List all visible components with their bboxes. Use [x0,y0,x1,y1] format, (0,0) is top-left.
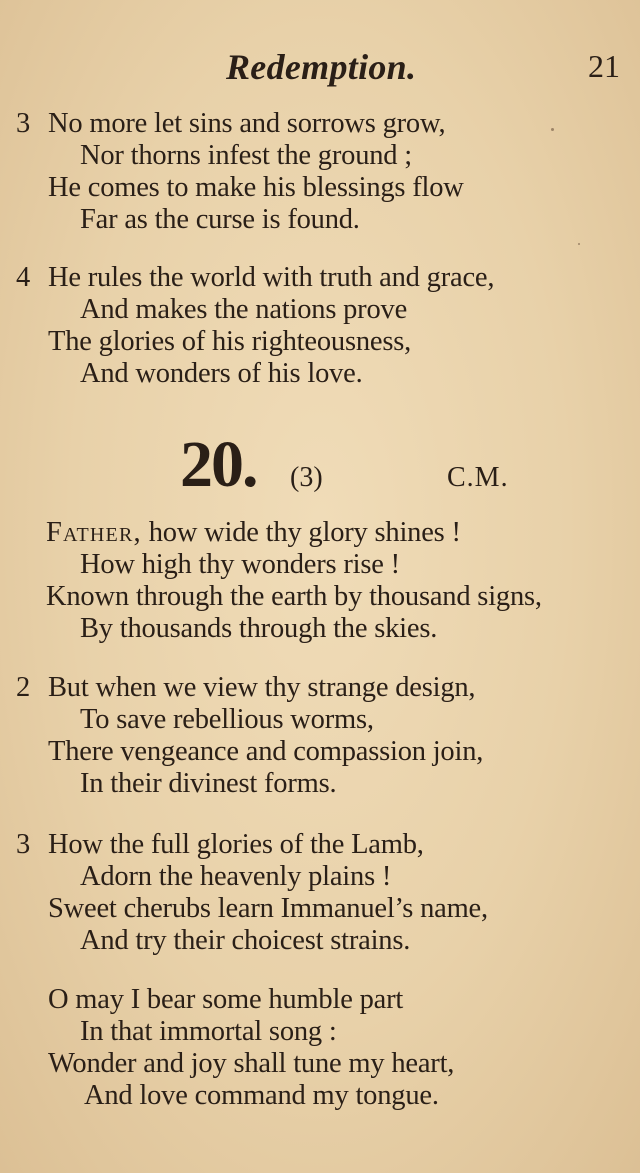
verse-line: There vengeance and compassion join, [48,736,484,767]
paper-speck [578,243,580,245]
verse-number: 3 [16,108,31,139]
page-number: 21 [588,48,620,84]
paper-speck [551,128,554,131]
verse-line: In their divinest forms. [80,768,337,799]
verse-line: The glories of his righteousness, [48,326,412,357]
verse-line: Adorn the heavenly plains ! [80,861,392,892]
verse-line: He comes to make his blessings flow [48,172,464,203]
verse-line: And love command my tongue. [84,1080,439,1111]
verse-line: Nor thorns infest the ground ; [80,140,412,171]
running-head [0,46,640,96]
verse-line: No more let sins and sorrows grow, [48,108,446,139]
verse-number: 2 [16,672,31,703]
first-line-rest: how wide thy glory shines ! [141,517,461,548]
first-word: Father, [46,517,142,548]
verse-line: O may I bear some humble part [48,984,404,1015]
verse-line: Wonder and joy shall tune my heart, [48,1048,455,1079]
verse-line: By thousands through the skies. [80,613,438,644]
verse-line: How the full glories of the Lamb, [48,829,424,860]
verse-line: Sweet cherubs learn Immanuel’s name, [48,893,488,924]
verse-line: He rules the world with truth and grace, [48,262,495,293]
verse-line: And makes the nations prove [80,294,408,325]
running-head-title: Redemption. [226,47,417,87]
verse-line: And wonders of his love. [80,358,363,389]
verse-line: In that immortal song : [80,1016,337,1047]
verse-line: Far as the curse is found. [80,204,360,235]
verse-line [46,517,461,549]
hymn-heading [0,430,640,500]
verse-line: To save rebellious worms, [80,704,374,735]
verse-line: How high thy wonders rise ! [80,549,400,580]
hymn-meter: C.M. [447,462,509,493]
verse-number: 3 [16,829,31,860]
hymn-number: 20. [180,428,257,501]
verse-number: 4 [16,262,31,293]
verse-line: Known through the earth by thousand signs, [46,581,542,612]
verse-line: And try their choicest strains. [80,925,411,956]
hymn-tune-reference: (3) [290,462,323,493]
verse-line: But when we view thy strange design, [48,672,476,703]
